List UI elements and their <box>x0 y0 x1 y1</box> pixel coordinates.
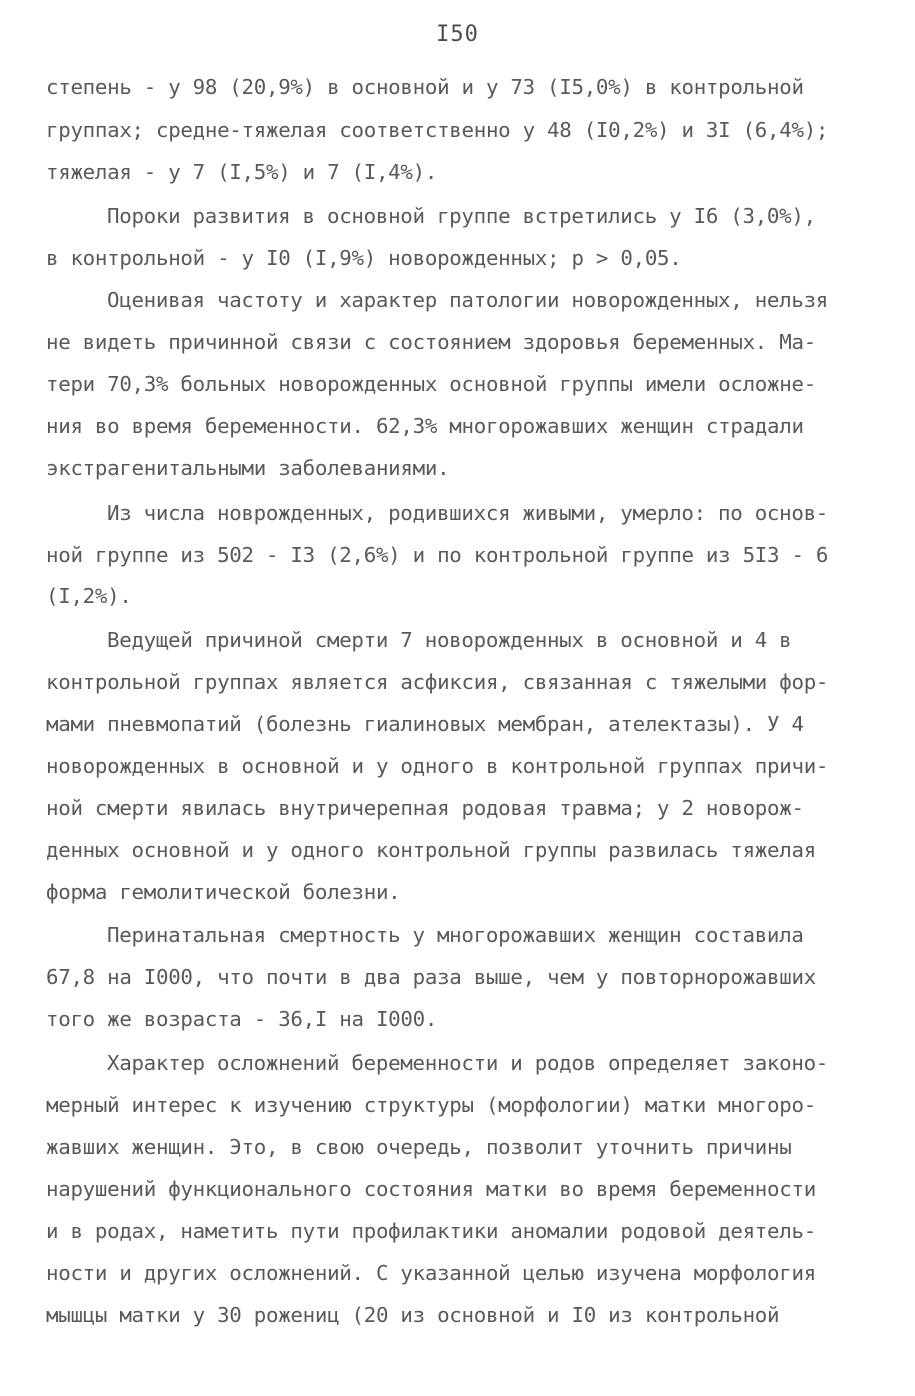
text-line: группах; средне-тяжелая соответственно у 48 (I0,2%) и 3I (6,4%); <box>46 118 829 142</box>
text-line: тери 70,3% больных новорожденных основной группы имели осложне- <box>46 372 816 396</box>
text-line: денных основной и у одного контрольной группы развилась тяжелая <box>46 838 816 862</box>
text-line: ния во время беременности. 62,3% многорожавших женщин страдали <box>46 414 804 438</box>
text-line: нарушений функционального состояния матки во время беременности <box>46 1177 816 1201</box>
text-line: в контрольной - у I0 (I,9%) новорожденных; р > 0,05. <box>46 246 682 270</box>
text-line: ной группе из 502 - I3 (2,6%) и по контрольной группе из 5I3 - 6 <box>46 543 829 567</box>
text-line: Из числа новрожденных, родившихся живыми, умерло: по основ- <box>107 501 829 525</box>
text-line: жавших женщин. Это, в свою очередь, позволит уточнить причины <box>46 1135 792 1159</box>
text-line: мышцы матки у 30 рожениц (20 из основной и I0 из контрольной <box>46 1303 780 1327</box>
text-line: мами пневмопатий (болезнь гиалиновых мембран, ателектазы). У 4 <box>46 712 804 736</box>
text-line: новорожденных в основной и у одного в контрольной группах причи- <box>46 754 829 778</box>
text-line: ности и других осложнений. С указанной целью изучена морфология <box>46 1261 816 1285</box>
text-line: форма гемолитической болезни. <box>46 880 401 904</box>
text-line: Оценивая частоту и характер патологии новорожденных, нельзя <box>107 288 829 312</box>
page-number: I50 <box>436 22 479 47</box>
text-line: мерный интерес к изучению структуры (морфологии) матки многоро- <box>46 1093 816 1117</box>
text-line: Характер осложнений беременности и родов определяет законо- <box>107 1051 829 1075</box>
text-line: тяжелая - у 7 (I,5%) и 7 (I,4%). <box>46 160 438 184</box>
text-line: степень - у 98 (20,9%) в основной и у 73 (I5,0%) в контрольной <box>46 75 804 99</box>
text-line: Ведущей причиной смерти 7 новорожденных в основной и 4 в <box>107 628 792 652</box>
text-line: и в родах, наметить пути профилактики аномалии родовой деятель- <box>46 1219 816 1243</box>
text-line: 67,8 на I000, что почти в два раза выше, чем у повторнорожавших <box>46 965 816 989</box>
text-line: Пороки развития в основной группе встретились у I6 (3,0%), <box>107 204 816 228</box>
text-line: контрольной группах является асфиксия, связанная с тяжелыми фор- <box>46 670 829 694</box>
text-line: не видеть причинной связи с состоянием здоровья беременных. Ма- <box>46 330 816 354</box>
text-line: ной смерти явилась внутричерепная родовая травма; у 2 новорож- <box>46 796 804 820</box>
text-line: Перинатальная смертность у многорожавших женщин составила <box>107 923 804 947</box>
text-line: того же возраста - 36,I на I000. <box>46 1007 438 1031</box>
text-line: (I,2%). <box>46 584 132 608</box>
text-line: экстрагенитальными заболеваниями. <box>46 456 450 480</box>
